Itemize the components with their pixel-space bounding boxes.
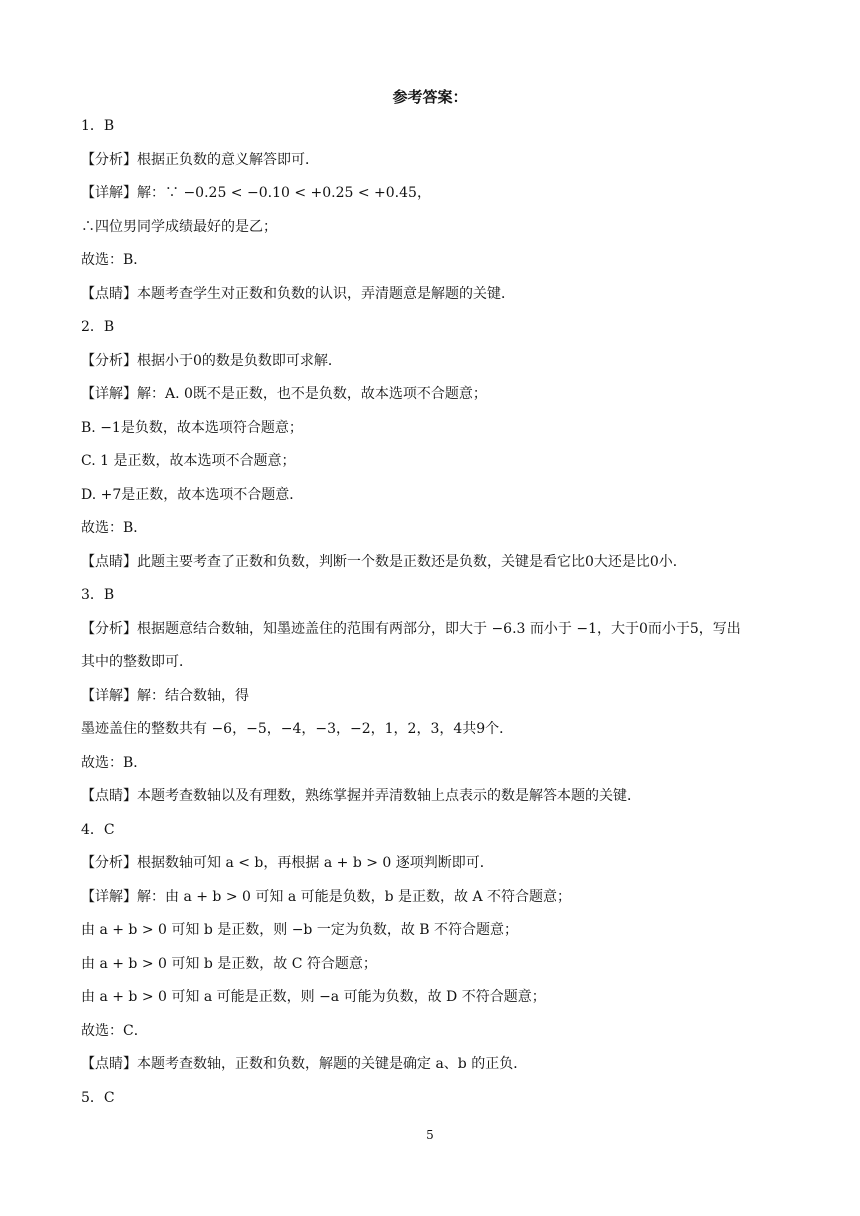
text-line: 5．C bbox=[81, 1089, 115, 1106]
text-line: 【分析】根据数轴可知 a < b，再根据 a + b > 0 逐项判断即可． bbox=[81, 855, 494, 871]
text-line: 由 a + b > 0 可知 b 是正数，故 C 符合题意； bbox=[81, 955, 377, 972]
text-line: ∴四位男同学成绩最好的是乙； bbox=[81, 218, 277, 235]
text-line: 【分析】根据题意结合数轴，知墨迹盖住的范围有两部分，即大于 −6.3 而小于 −1，大于0而小于5，写出 bbox=[81, 620, 741, 637]
text-line: 由 a + b > 0 可知 a 可能是正数，则 −a 可能为负数，故 D 不符合题意； bbox=[81, 989, 546, 1005]
text-line: 【点睛】本题考查学生对正数和负数的认识，弄清题意是解题的关键． bbox=[81, 285, 515, 302]
text-line: 墨迹盖住的整数共有 −6，−5，−4，−3，−2，1，2，3，4共9个． bbox=[81, 721, 514, 737]
text-line: 【点睛】本题考查数轴，正数和负数，解题的关键是确定 a、b 的正负． bbox=[81, 1056, 528, 1072]
text-line: 【点睛】本题考查数轴以及有理数，熟练掌握并弄清数轴上点表示的数是解答本题的关键． bbox=[81, 788, 641, 804]
text-line: D. +7是正数，故本选项不合题意． bbox=[81, 486, 304, 503]
text-line: 故选：B． bbox=[81, 754, 148, 771]
text-line: 故选：C． bbox=[81, 1022, 148, 1039]
text-line: 【详解】解：结合数轴，得 bbox=[81, 687, 249, 704]
text-line: 【详解】解：A. 0既不是正数，也不是负数，故本选项不合题意； bbox=[81, 386, 487, 402]
text-line: 4．C bbox=[81, 821, 115, 838]
text-line: 1．B bbox=[81, 118, 115, 134]
page-title: 参考答案： bbox=[392, 88, 468, 106]
text-line: 【点睛】此题主要考查了正数和负数，判断一个数是正数还是负数，关键是看它比0大还是比0小． bbox=[81, 553, 687, 570]
text-line: 故选：B． bbox=[81, 520, 148, 536]
text-line: 故选：B． bbox=[81, 252, 148, 268]
text-line: 其中的整数即可． bbox=[81, 654, 193, 670]
text-line: 【分析】根据小于0的数是负数即可求解． bbox=[81, 352, 342, 369]
text-line: B. −1是负数，故本选项符合题意； bbox=[81, 419, 303, 436]
answer-content bbox=[81, 110, 781, 1115]
text-line: 3．B bbox=[81, 587, 115, 603]
text-line: 【详解】解：由 a + b > 0 可知 a 可能是负数，b 是正数，故 A 不符合题意； bbox=[81, 888, 572, 905]
page-number: 5 bbox=[426, 1128, 434, 1142]
text-line: 【详解】解：∵ −0.25 < −0.10 < +0.25 < +0.45， bbox=[81, 185, 431, 201]
text-line: 2．B bbox=[81, 319, 115, 335]
text-line: 由 a + b > 0 可知 b 是正数，则 −b 一定为负数，故 B 不符合题意； bbox=[81, 922, 519, 938]
text-line: C. 1 是正数，故本选项不合题意； bbox=[81, 453, 296, 469]
text-line: 【分析】根据正负数的意义解答即可． bbox=[81, 151, 319, 168]
